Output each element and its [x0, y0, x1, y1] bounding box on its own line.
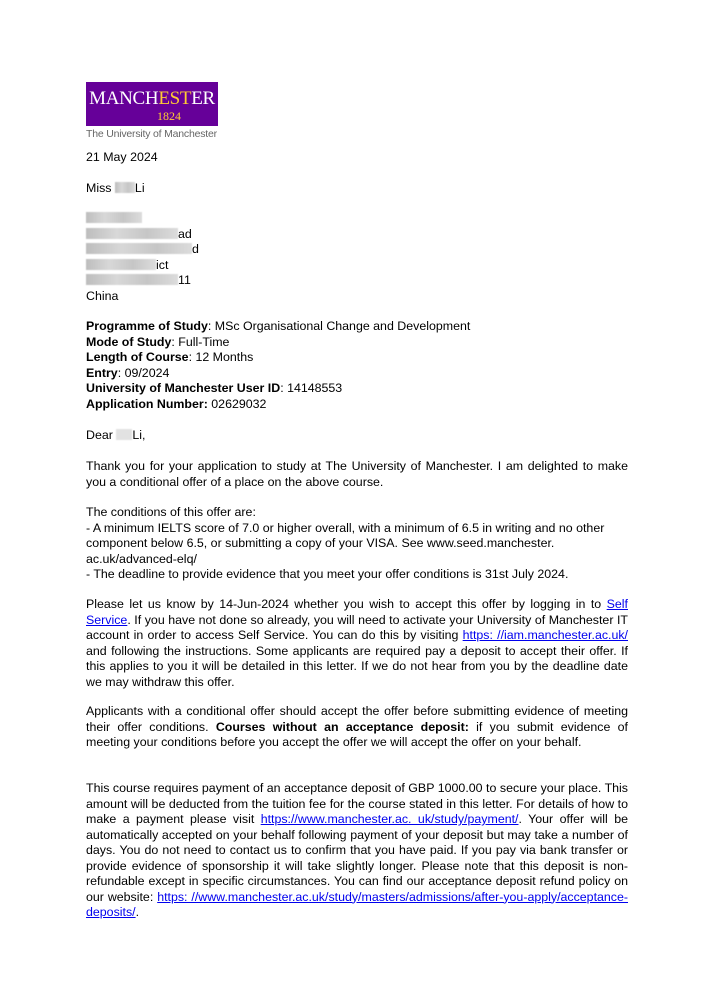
intro-paragraph: Thank you for your application to study at The University of Manchester. I am delighted to make you a conditional offer of a place on the above course. [86, 459, 628, 489]
self-service-link[interactable]: Self Service [86, 597, 628, 627]
paragraph-text: Please let us know by 14-Jun-2024 whether you wish to accept this offer by logging in to [86, 597, 607, 611]
iam-activation-link[interactable]: https: //iam.manchester.ac.uk/ [462, 628, 629, 642]
conditions-section [86, 505, 628, 583]
detail-label: University of Manchester User ID [86, 381, 281, 395]
acceptance-paragraph [86, 597, 628, 690]
logo-wordmark-suffix: ER [191, 88, 215, 109]
address-line [86, 211, 199, 227]
address-line [86, 273, 199, 289]
conditions-heading: The conditions of this offer are: [86, 505, 256, 519]
detail-label: Programme of Study [86, 319, 208, 333]
address-line [86, 258, 199, 274]
conditional-offer-paragraph [86, 704, 628, 751]
payment-link[interactable]: https://www.manchester.ac. uk/study/payment/ [260, 812, 519, 826]
redacted-text [86, 228, 178, 239]
detail-entry [86, 366, 470, 382]
logo-year: 1824 [157, 109, 181, 123]
recipient-name [86, 181, 145, 197]
paragraph-text: Applicants with a conditional offer should accept the offer before submitting evidence of meeting their offer conditions. [86, 704, 628, 734]
logo-wordmark-highlight: EST [158, 88, 192, 109]
letter-date: 21 May 2024 [86, 150, 158, 164]
condition-item: - A minimum IELTS score of 7.0 or higher overall, with a minimum of 6.5 in writing and no other component below 6.5, or submitting a copy of your VISA. See www.seed.manchester. ac.uk/advanced-elq/ [86, 520, 605, 566]
detail-label: Entry [86, 365, 118, 380]
redacted-text [86, 212, 142, 223]
paragraph-text: . If you have not done so already, you will need to activate your University of Manchester IT account in order to access Self Service. You can do this by visiting [86, 612, 628, 642]
detail-value: : Full-Time [171, 334, 230, 349]
detail-length [86, 350, 470, 366]
logo-wordmark [86, 82, 218, 110]
address-fragment: d [192, 242, 199, 256]
detail-value: : MSc Organisational Change and Development [207, 319, 471, 333]
recipient-address [86, 211, 199, 304]
detail-value: : 09/2024 [117, 365, 170, 380]
detail-label: Mode of Study [86, 334, 172, 349]
redacted-text [86, 274, 178, 285]
logo-subtitle: The University of Manchester [86, 128, 217, 140]
detail-value: : 14148553 [280, 381, 343, 395]
paragraph-text: . Your offer will be automatically accepted on your behalf following payment of your deposit but may take a number of days. You do not need to contact us to confirm that you have paid. If you pay via bank transfer or provide evidence of sponsorship it will take slightly longer. Please note that this deposit is non-refundable except in specific circumstances. You can find our acceptance deposit refund policy on our website: [86, 812, 628, 904]
recipient-title: Miss [86, 181, 115, 195]
salutation [86, 428, 145, 444]
address-fragment: 11 [178, 273, 191, 287]
address-line [86, 227, 199, 243]
detail-programme [86, 319, 470, 335]
address-line: China [86, 288, 119, 303]
detail-value: 02629032 [207, 396, 267, 411]
detail-label: Length of Course [86, 350, 189, 364]
detail-application-number [86, 397, 470, 413]
redacted-name [115, 182, 135, 193]
salutation-name: Li, [132, 428, 146, 442]
address-fragment: ict [156, 257, 169, 272]
paragraph-text: if you submit evidence of meeting your conditions before you accept the offer we will accept the offer on your behalf. [86, 719, 628, 749]
university-logo [86, 82, 218, 126]
paragraph-text: and following the instructions. Some applicants are required pay a deposit to accept their offer. If this applies to you it will be detailed in this letter. If we do not hear from you by the deadline date we may withdraw this offer. [86, 643, 628, 689]
detail-label: Application Number: [86, 396, 208, 411]
address-line [86, 242, 199, 258]
redacted-name [116, 429, 132, 440]
recipient-surname: Li [134, 181, 145, 195]
deposit-paragraph [86, 781, 628, 921]
bold-notice: Courses without an acceptance deposit: [215, 719, 469, 734]
detail-mode [86, 335, 470, 351]
salutation-prefix: Dear [86, 428, 117, 442]
detail-value: : 12 Months [188, 350, 254, 364]
condition-item: - The deadline to provide evidence that you meet your offer conditions is 31st July 2024. [86, 567, 569, 581]
redacted-text [86, 259, 156, 270]
address-fragment: ad [178, 226, 192, 241]
logo-wordmark-prefix: MANCH [89, 88, 159, 109]
detail-user-id [86, 381, 470, 397]
paragraph-text: . [135, 905, 140, 919]
paragraph-text: This course requires payment of an acceptance deposit of GBP 1000.00 to secure your place. This amount will be deducted from the tuition fee for the course stated in this letter. For details of how to make a payment please visit [86, 781, 628, 826]
acceptance-deposits-link[interactable]: https: //www.manchester.ac.uk/study/masters/admissions/after-you-apply/acceptance-deposits/ [86, 889, 629, 919]
offer-details [86, 319, 470, 412]
redacted-text [86, 243, 192, 254]
